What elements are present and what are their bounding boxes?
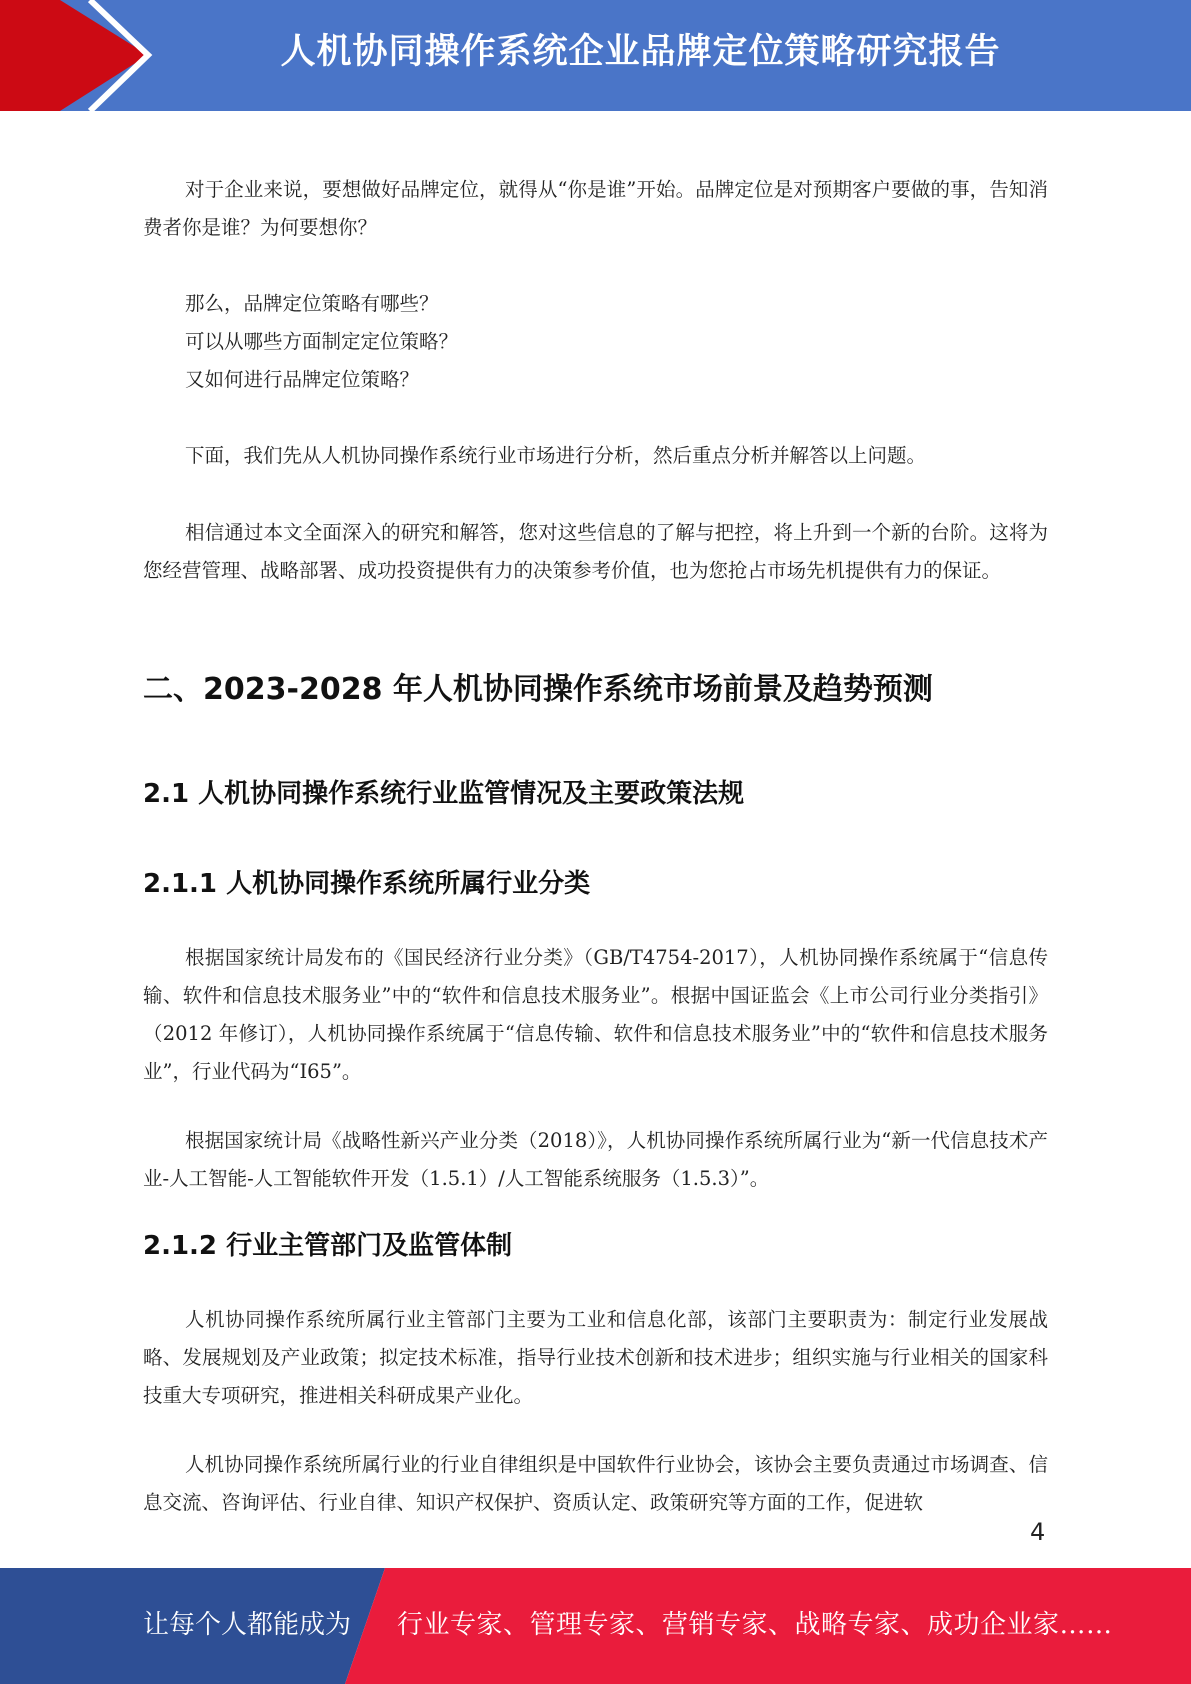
- intro-paragraph-3: 相信通过本文全面深入的研究和解答，您对这些信息的了解与把控，将上升到一个新的台阶。这将为您经营管理、战略部署、成功投资提供有力的决策参考价值，也为您抢占市场先机提供有力的保证。: [143, 521, 1048, 582]
- header-red-arrow: [0, 0, 148, 111]
- page-number: 4: [1030, 1518, 1046, 1546]
- question-1: 那么，品牌定位策略有哪些？: [185, 292, 439, 315]
- section-2-1-1-paragraph-1: 根据国家统计局发布的《国民经济行业分类》（GB/T4754-2017），人机协同操作系统属于“信息传输、软件和信息技术服务业”中的“软件和信息技术服务业”。根据中国证监会《上市公司行业分类指引》（2012 年修订），人机协同操作系统属于“信息传输、软件和信息技术服务业”中的“软件和信息技术服务业”，行业代码为“I65”。: [143, 946, 1048, 1083]
- section-2-1-2-paragraph-2: 人机协同操作系统所属行业的行业自律组织是中国软件行业协会，该协会主要负责通过市场调查、信息交流、咨询评估、行业自律、知识产权保护、资质认定、政策研究等方面的工作，促进软: [143, 1453, 1048, 1514]
- page-header: [0, 0, 1191, 111]
- footer-slogan-right: 行业专家、管理专家、营销专家、战略专家、成功企业家……: [397, 1610, 1113, 1640]
- footer-slogan-left: 让每个人都能成为: [143, 1610, 352, 1640]
- question-3: 又如何进行品牌定位策略？: [185, 368, 420, 391]
- page-footer: [0, 1568, 1191, 1684]
- intro-paragraph-2: 下面，我们先从人机协同操作系统行业市场进行分析，然后重点分析并解答以上问题。: [185, 444, 927, 467]
- section-2-1-1-heading: 2.1.1 人机协同操作系统所属行业分类: [143, 869, 591, 899]
- section-2-1-1-paragraph-2: 根据国家统计局《战略性新兴产业分类（2018）》，人机协同操作系统所属行业为“新一代信息技术产业-人工智能-人工智能软件开发（1.5.1）/人工智能系统服务（1.5.3）”。: [143, 1129, 1048, 1190]
- question-2: 可以从哪些方面制定定位策略？: [185, 330, 459, 353]
- section-2-1-2-paragraph-1: 人机协同操作系统所属行业主管部门主要为工业和信息化部，该部门主要职责为：制定行业发展战略、发展规划及产业政策；拟定技术标准，指导行业技术创新和技术进步；组织实施与行业相关的国家科技重大专项研究，推进相关科研成果产业化。: [143, 1308, 1048, 1407]
- section-2-1-2-heading: 2.1.2 行业主管部门及监管体制: [143, 1231, 513, 1261]
- report-title: 人机协同操作系统企业品牌定位策略研究报告: [280, 32, 1001, 72]
- section-2-heading: 二、2023-2028 年人机协同操作系统市场前景及趋势预测: [143, 672, 933, 707]
- section-2-1-heading: 2.1 人机协同操作系统行业监管情况及主要政策法规: [143, 779, 745, 809]
- intro-paragraph-1: 对于企业来说，要想做好品牌定位，就得从“你是谁”开始。品牌定位是对预期客户要做的事，告知消费者你是谁？为何要想你？: [143, 178, 1048, 239]
